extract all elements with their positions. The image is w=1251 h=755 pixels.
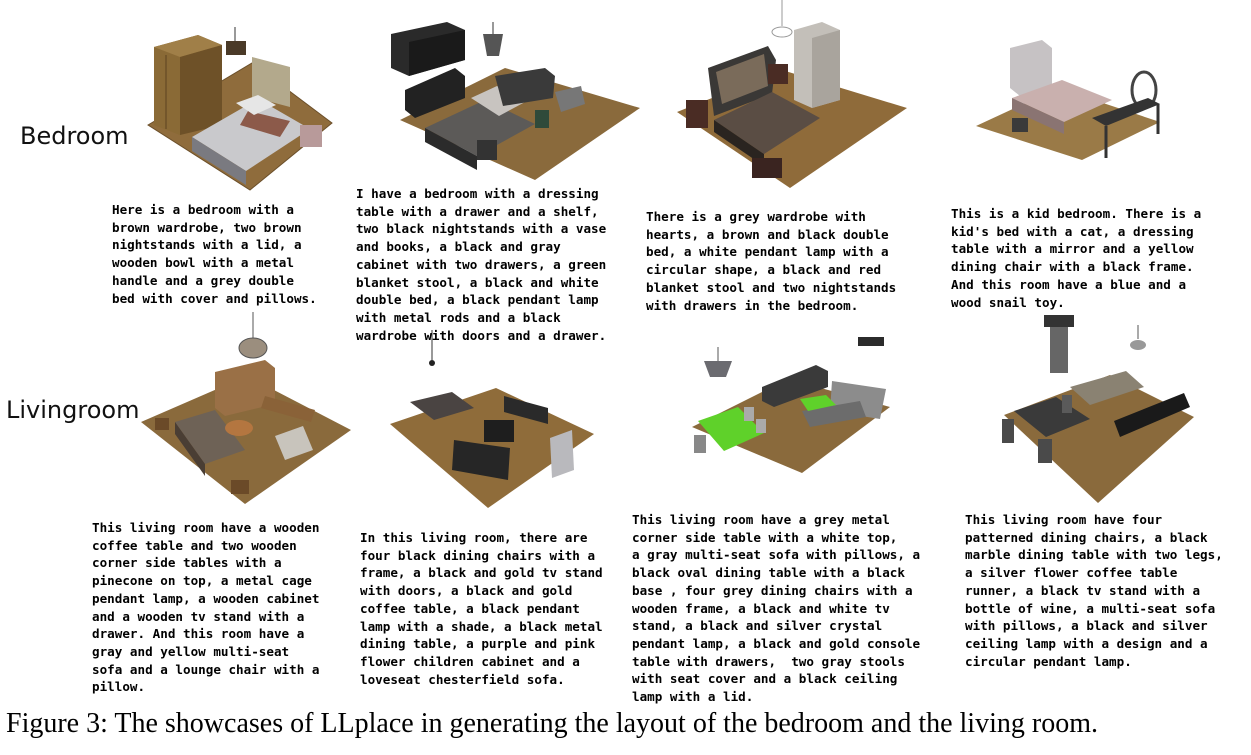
figure-caption: Figure 3: The showcases of LLplace in generating the layout of the bedroom and the living room. — [6, 708, 1098, 739]
livingroom-description-2: In this living room, there are four black dining chairs with a frame, a black and gold tv stand with doors, a black and gold coffee table, a black pendant lamp with a shade, a black metal dining table, a purple and pink flower children cabinet and a loveseat chesterfield sofa. — [360, 530, 603, 687]
livingroom-description-3: This living room have a grey metal corner side table with a white top, a gray multi-seat sofa with pillows, a black oval dining table with a black base , four grey dining chairs with a wooden frame, a black and white tv stand, a black and silver crystal pendant lamp, a black and gold console table with drawers, two gray stools with seat cover and a black ceiling lamp with a lid. — [632, 512, 921, 705]
bedroom-scene-2 — [385, 20, 650, 188]
livingroom-scene-1 — [135, 312, 355, 510]
livingroom-description-4: This living room have four patterned dining chairs, a black marble dining table with two legs, a silver flower coffee table runner, a black tv stand with a bottle of wine, a multi-seat sofa with pillows, a black and silver ceiling lamp with a design and a circular pendant lamp. — [965, 512, 1223, 669]
bedroom-scene-4 — [972, 38, 1172, 163]
livingroom-scene-4 — [998, 315, 1198, 509]
bedroom-scene-3 — [672, 0, 912, 195]
livingroom-description-1: This living room have a wooden coffee table and two wooden corner side tables with a pinecone on top, a metal cage pendant lamp, a wooden cabinet and a wooden tv stand with a drawer. And this room have a gray and yellow multi-seat sofa and a lounge chair with a pillow. — [92, 520, 320, 695]
bedroom-description-4: This is a kid bedroom. There is a kid's bed with a cat, a dressing table with a mirror and a yellow dining chair with a black frame. And this room have a blue and a wood snail toy. — [951, 206, 1202, 310]
bedroom-description-3: There is a grey wardrobe with hearts, a brown and black double bed, a white pendant lamp with a circular shape, a black and red blanket stool and two nightstands with drawers in the bedroom. — [646, 209, 897, 313]
row-label-bedroom: Bedroom — [20, 122, 129, 150]
row-label-livingroom: Livingroom — [6, 396, 140, 424]
livingroom-scene-2 — [388, 330, 598, 512]
bedroom-description-2: I have a bedroom with a dressing table with a drawer and a shelf, two black nightstands with a vase and books, a black and gray cabinet with two drawers, a green blanket stool, a black and white double bed, a black pendant lamp with metal rods and a black wardrobe with doors and a drawer. — [356, 186, 607, 343]
bedroom-description-1: Here is a bedroom with a brown wardrobe, two brown nightstands with a lid, a wooden bowl with a metal handle and a grey double bed with cover and pillows. — [112, 202, 317, 306]
livingroom-scene-3 — [690, 335, 895, 485]
bedroom-scene-1 — [140, 25, 340, 193]
